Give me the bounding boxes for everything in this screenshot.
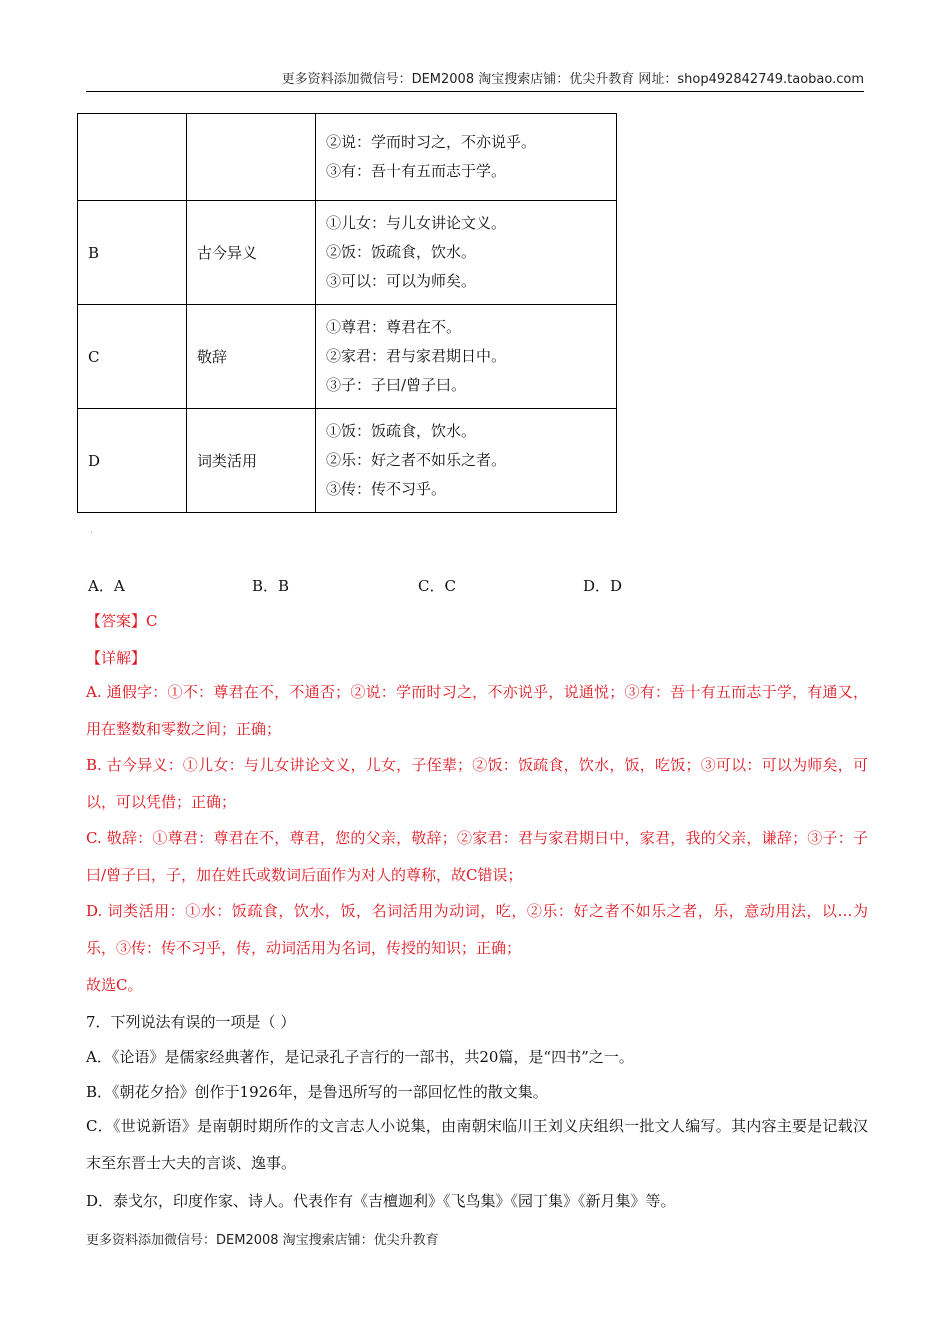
detail-b: B. 古今异义：①儿女：与儿女讲论文义，儿女，子侄辈；②饭：饭疏食，饮水，饭，吃饭；③可以：可以为师矣，可以，可以凭借；正确；	[86, 756, 868, 811]
row-label: D	[78, 409, 187, 513]
table-row	[78, 409, 617, 513]
detail-a: A. 通假字：①不：尊君在不，不通否；②说：学而时习之，不亦说乎，说通悦；③有：吾十有五而志于学，有通又，用在整数和零数之间；正确；	[86, 683, 868, 738]
example-line: ①尊君：尊君在不。	[326, 318, 462, 336]
option-d: D．D	[583, 577, 623, 595]
row-label: B	[78, 201, 187, 305]
example-line: ②饭：饭疏食，饮水。	[326, 243, 477, 261]
page-footer: 更多资料添加微信号：DEM2008 淘宝搜索店铺：优尖升教育	[86, 1233, 439, 1248]
example-line: ②家君：君与家君期日中。	[326, 347, 507, 365]
example-line: ③可以：可以为师矣。	[326, 272, 477, 290]
conclusion: 故选C。	[86, 976, 143, 994]
example-line: ①儿女：与儿女讲论文义。	[326, 214, 507, 232]
answer-options	[0, 575, 950, 599]
row-category: 词类活用	[187, 409, 316, 513]
example-line: ①饭：饭疏食，饮水。	[326, 422, 477, 440]
question-7-option-b: B．《朝花夕拾》创作于1926年，是鲁迅所写的一部回忆性的散文集。	[86, 1083, 548, 1101]
table-row	[78, 114, 617, 201]
classical-chinese-table	[77, 113, 617, 513]
option-a: A．A	[88, 577, 125, 595]
option-b: B．B	[252, 577, 290, 595]
page-header: 更多资料添加微信号：DEM2008 淘宝搜索店铺：优尖升教育 网址：shop492842749.taobao.com	[86, 68, 864, 92]
row-label	[78, 114, 187, 201]
row-examples	[316, 201, 617, 305]
detail-d: D. 词类活用：①水：饭疏食，饮水，饭，名词活用为动词，吃，②乐：好之者不如乐之者，乐，意动用法，以…为乐，③传：传不习乎，传，动词活用为名词，传授的知识；正确；	[86, 902, 868, 957]
detail-c: C. 敬辞：①尊君：尊君在不，尊君，您的父亲，敬辞；②家君：君与家君期日中，家君，我的父亲，谦辞；③子：子曰/曾子曰，子，加在姓氏或数词后面作为对人的尊称，故C错误；	[86, 829, 868, 884]
row-category: 古今异义	[187, 201, 316, 305]
row-category	[187, 114, 316, 201]
row-examples	[316, 114, 617, 201]
row-category: 敬辞	[187, 305, 316, 409]
row-examples	[316, 409, 617, 513]
example-line: ②说：学而时习之，不亦说乎。	[326, 133, 537, 151]
row-label: C	[78, 305, 187, 409]
row-examples	[316, 305, 617, 409]
question-7-option-d: D．泰戈尔，印度作家、诗人。代表作有《吉檀迦利》《飞鸟集》《园丁集》《新月集》等。	[86, 1192, 676, 1210]
answer: 【答案】C	[86, 612, 158, 630]
table-row	[78, 305, 617, 409]
table-row	[78, 201, 617, 305]
question-7-option-a: A．《论语》是儒家经典著作，是记录孔子言行的一部书，共20篇，是“四书”之一。	[86, 1048, 634, 1066]
option-c: C．C	[418, 577, 456, 595]
paragraph-mark: ·	[90, 528, 94, 539]
example-line: ③有：吾十有五而志于学。	[326, 162, 507, 180]
example-line: ③传：传不习乎。	[326, 480, 447, 498]
detail-label: 【详解】	[86, 649, 147, 667]
example-line: ②乐：好之者不如乐之者。	[326, 451, 507, 469]
question-7-option-c: C．《世说新语》是南朝时期所作的文言志人小说集，由南朝宋临川王刘义庆组织一批文人编写。其内容主要是记载汉末至东晋士大夫的言谈、逸事。	[86, 1117, 868, 1172]
question-7-stem: 7．下列说法有误的一项是（ ）	[86, 1013, 296, 1031]
example-line: ③子：子曰/曾子曰。	[326, 376, 467, 394]
